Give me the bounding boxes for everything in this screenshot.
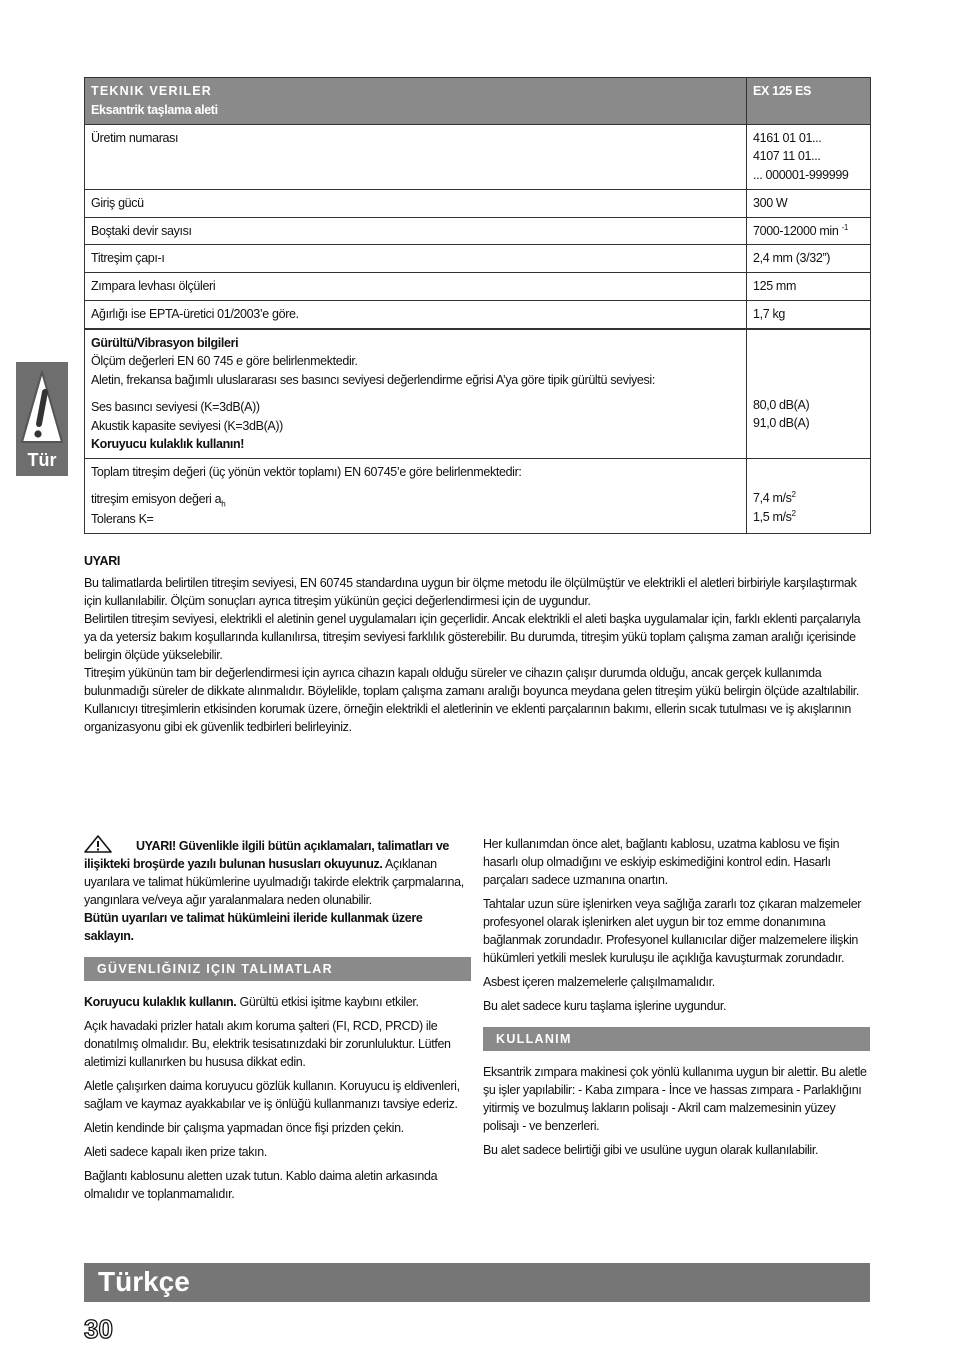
footer-language-bar xyxy=(84,1263,870,1302)
instruction-paragraph xyxy=(84,993,471,1011)
noise-item-value: 80,0 dB(A) xyxy=(753,397,810,412)
noise-title: Gürültü/Vibrasyon bilgileri xyxy=(91,335,239,350)
technical-data-table xyxy=(84,77,871,534)
table-row xyxy=(85,189,871,217)
row-label: Giriş gücü xyxy=(85,189,747,217)
header-title: TEKNIK VERILER xyxy=(91,84,212,98)
instruction-paragraph: Aletle çalışırken daima koruyucu gözlük kullanın. Koruyucu iş eldivenleri, sağlam ve kaymaz ayakkabılar ve iş önlüğü kullanmanızı tavsiye ederiz. xyxy=(84,1079,460,1111)
safety-warning-paragraph xyxy=(84,835,471,945)
safety-warning-text: Açıklanan uyarılara ve talimat hükümlerine uyulmadığı takirde elektrik çarpmalarına, yangınlara ve/veya ağır yaralanmalara neden olunabilir. xyxy=(84,857,464,907)
warning-paragraph: Titreşim yükünün tam bir değerlendirmesi için ayrıca cihazın kapalı olduğu süreler ve cihazın çalışır durumda olduğu, ancak gerçek kullanımda bulunmadığı süreler de dikkate alınmalıdır. Böylelikle, toplam çalışma zamanı aralığı boyunca meydana gelen titreşim yükü belirgin ölçüde azaltılabilir. xyxy=(84,666,860,699)
table-row xyxy=(85,217,871,245)
vibration-values xyxy=(747,459,871,534)
warning-heading: UYARI xyxy=(84,554,120,568)
row-value: 300 W xyxy=(747,189,871,217)
serial-line: 4107 11 01... xyxy=(753,149,821,164)
warning-paragraph: Belirtilen titreşim seviyesi, elektrikli el aletinin genel uygulamaları için geçerlidir. Ancak elektrikli el aleti başka uygulamalar için, farklı eklenti parçalarıyla ya da yetersiz bakım koşullarında kullanılırsa, titreşim seviyesi farklılık gösterebilir. Bu durumda, titreşim yükü toplam çalışma zaman aralığı içerisinde belirgin ölçüde yükselebilir. xyxy=(84,612,861,663)
speed-value: 7000-12000 min xyxy=(753,223,839,238)
vibration-item-label xyxy=(91,490,740,511)
speed-unit-exponent: -1 xyxy=(841,222,848,232)
vibration-section-row xyxy=(85,459,871,534)
left-column xyxy=(84,835,471,1209)
emission-subscript: h xyxy=(221,499,226,509)
tolerance-value: 1,5 m/s xyxy=(753,510,792,525)
section-heading-usage: KULLANIM xyxy=(483,1027,870,1051)
row-value: 125 mm xyxy=(747,273,871,301)
instruction-paragraph: Bu alet sadece kuru taşlama işlerine uygundur. xyxy=(483,999,727,1013)
noise-line: Aletin, frekansa bağımlı uluslararası ses basıncı seviyesi değerlendirme eğrisi A’ya göre tipik gürültü seviyesi: xyxy=(91,373,655,388)
instruction-paragraph: Asbest içeren malzemelerle çalışılmamalıdır. xyxy=(483,975,715,989)
usage-paragraph: Bu alet sadece belirtiği gibi ve usulüne uygun olarak kullanılabilir. xyxy=(483,1143,819,1157)
warning-paragraph: Kullanıcıyı titreşimlerin etkisinden korumak üzere, örneğin elektrikli el aletlerinin ve eklenti parçalarının bakımı, ellerin sıcak tutulması ve iş akışlarının organizasyonu gibi ek güvenlik tedbirleri belirleyiniz. xyxy=(84,702,851,735)
table-header-row xyxy=(85,78,871,125)
vibration-warning-block xyxy=(84,552,870,736)
row-label: Üretim numarası xyxy=(85,124,747,189)
row-label: Zımpara levhası ölçüleri xyxy=(85,273,747,301)
row-value xyxy=(747,217,871,245)
serial-line: ... 000001-999999 xyxy=(753,168,849,182)
table-row xyxy=(85,300,871,328)
safety-warning-bold: UYARI! Güvenlikle ilgili bütün açıklamaları, talimatları ve ilişikteki broşürde yazılı bulunan hususları okuyunuz. xyxy=(84,839,450,871)
footer-language-title: Türkçe xyxy=(98,1266,190,1297)
emission-value: 7,4 m/s xyxy=(753,491,792,506)
warning-exclamation-icon xyxy=(20,368,64,446)
row-label: Ağırlığı ise EPTA-üretici 01/2003’e göre. xyxy=(85,300,747,328)
table-row xyxy=(85,245,871,273)
noise-section-row xyxy=(85,329,871,459)
vibration-item-value xyxy=(753,508,864,527)
instruction-paragraph: Tahtalar uzun süre işlenirken veya sağlığa zararlı toz çıkaran malzemeler profesyonel olarak işlenirken alet uygun bir toz emme donanımına bağlanmak zorundadır. Profesyonel kullanıcılar diğer malzemelere ilişkin hükümleri yetkili meslek kuruluşu ile açıklığa kavuşturmak zorundadır. xyxy=(483,897,862,965)
noise-item-label: Akustik kapasite seviyesi (K=3dB(A)) xyxy=(91,418,283,433)
row-value: 1,7 kg xyxy=(747,300,871,328)
unit-exponent: 2 xyxy=(791,509,796,519)
noise-item-label: Ses basıncı seviyesi (K=3dB(A)) xyxy=(91,399,260,414)
page-number: 30 xyxy=(84,1314,113,1344)
header-subtitle: Eksantrik taşlama aleti xyxy=(91,102,218,117)
vibration-info xyxy=(85,459,747,534)
instruction-paragraph: Bağlantı kablosunu aletten uzak tutun. Kablo daima aletin arkasında olmalıdır ve toplanmamalıdır. xyxy=(84,1169,438,1201)
ear-protection-bold: Koruyucu kulaklık kullanın. xyxy=(84,995,237,1009)
row-label: Boştaki devir sayısı xyxy=(85,217,747,245)
noise-values xyxy=(747,329,871,459)
usage-paragraph: Eksantrik zımpara makinesi çok yönlü kullanıma uygun bir alettir. Bu aletle şu işler yapılabilir: - Kaba zımpara - İnce ve hassas zımpara - Parlaklığını yitirmiş ve bozulmuş lakların polisajı - Akril cam malzemesinin yüzey polisajı - ve benzerleri. xyxy=(483,1065,867,1133)
unit-exponent: 2 xyxy=(791,490,796,500)
warning-triangle-icon xyxy=(84,835,112,853)
vibration-item-value xyxy=(753,489,864,508)
row-label: Titreşim çapı-ı xyxy=(85,245,747,273)
emission-label: titreşim emisyon değeri a xyxy=(91,491,222,506)
instruction-paragraph: Açık havadaki prizler hatalı akım koruma şalteri (FI, RCD, PRCD) ile donatılmış olmalıdır. Bu, elektrik tesisatınızdaki bir zorunluluktur. Lütfen aletimizi kullanırken bu hususa dikkat edin. xyxy=(84,1019,451,1069)
language-tab-label: Tür xyxy=(27,450,57,470)
section-heading-safety: GÜVENLIĞINIZ IÇIN TALIMATLAR xyxy=(84,957,471,981)
warning-paragraph: Bu talimatlarda belirtilen titreşim seviyesi, EN 60745 standardına uygun bir ölçme metodu ile ölçülmüştür ve elektrikli el aletleri birbiriyle karşılaştırmak için kullanılabilir. Ölçüm sonuçları ayrıca titreşim yükünün geçici değerlendirmesi için de uygundur. xyxy=(84,576,857,609)
instruction-paragraph: Aletin kendinde bir çalışma yapmadan önce fişi prizden çekin. xyxy=(84,1121,404,1135)
noise-line: Ölçüm değerleri EN 60 745 e göre belirlenmektedir. xyxy=(91,354,358,369)
ear-protection-text: Gürültü etkisi işitme kaybını etkiler. xyxy=(236,995,419,1009)
vibration-intro: Toplam titreşim değeri (üç yönün vektör toplamı) EN 60745’e göre belirlenmektedir: xyxy=(91,465,522,480)
right-column xyxy=(483,835,870,1165)
keep-instructions-note: Bütün uyarıları ve talimat hükümleini ileride kullanmak üzere saklayın. xyxy=(84,911,423,943)
ear-protection-note: Koruyucu kulaklık kullanın! xyxy=(91,437,245,452)
instruction-paragraph: Aleti sadece kapalı iken prize takın. xyxy=(84,1145,267,1159)
model-name: EX 125 ES xyxy=(747,78,871,125)
noise-item-value: 91,0 dB(A) xyxy=(753,416,810,431)
row-value: 2,4 mm (3/32”) xyxy=(747,245,871,273)
row-value xyxy=(747,124,871,189)
table-header-title xyxy=(85,78,747,125)
table-row xyxy=(85,273,871,301)
table-row xyxy=(85,124,871,189)
noise-info xyxy=(85,329,747,459)
serial-line: 4161 01 01... xyxy=(753,130,822,145)
instruction-paragraph: Her kullanımdan önce alet, bağlantı kablosu, uzatma kablosu ve fişin hasarlı olup olmadığını ve eskiyip eskimediğini kontrol edin. Hasarlı parçaları sadece uzmanına onartın. xyxy=(483,837,840,887)
language-side-tab xyxy=(16,362,68,476)
vibration-item-label: Tolerans K= xyxy=(91,512,154,527)
